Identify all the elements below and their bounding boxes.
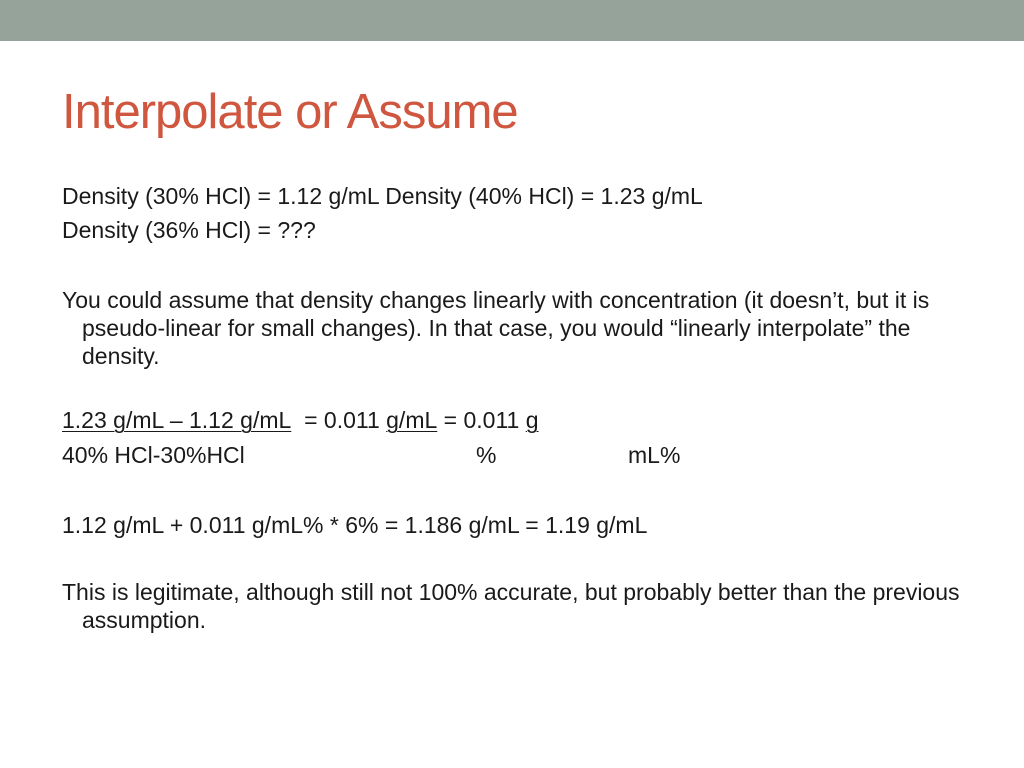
- fraction-numerator: 1.23 g/mL – 1.12 g/mL: [62, 407, 292, 433]
- conclusion-paragraph: [62, 578, 962, 634]
- fraction-mid-numerator: g/mL: [386, 407, 438, 433]
- fraction-equals-2: = 0.011: [437, 407, 526, 433]
- density-line-1: Density (30% HCl) = 1.12 g/mL Density (40% HCl) = 1.23 g/mL: [62, 183, 703, 209]
- fraction-denominator: 40% HCl-30%HCl: [62, 442, 245, 468]
- slide-top-bar: [0, 0, 1024, 41]
- slide-title: Interpolate or Assume: [62, 85, 518, 139]
- calculation-line: 1.12 g/mL + 0.011 g/mL% * 6% = 1.186 g/mL = 1.19 g/mL: [62, 512, 648, 538]
- fraction-equals-1: = 0.011: [291, 407, 387, 433]
- density-line-2: Density (36% HCl) = ???: [62, 217, 316, 243]
- assume-paragraph-text: You could assume that density changes linearly with concentration (it doesn’t, but it is pseudo-linear for small changes). In that case, you would “linearly interpolate” the density.: [62, 287, 930, 369]
- fraction-right-numerator: g: [525, 407, 539, 433]
- fraction-mid-denominator: %: [476, 442, 497, 468]
- fraction-numerator-row: [62, 406, 962, 434]
- conclusion-text: This is legitimate, although still not 100% accurate, but probably better than the previous assumption.: [62, 579, 960, 633]
- fraction-denominator-row: [62, 441, 962, 471]
- assume-paragraph: [62, 286, 942, 370]
- fraction-right-denominator: mL%: [628, 442, 681, 468]
